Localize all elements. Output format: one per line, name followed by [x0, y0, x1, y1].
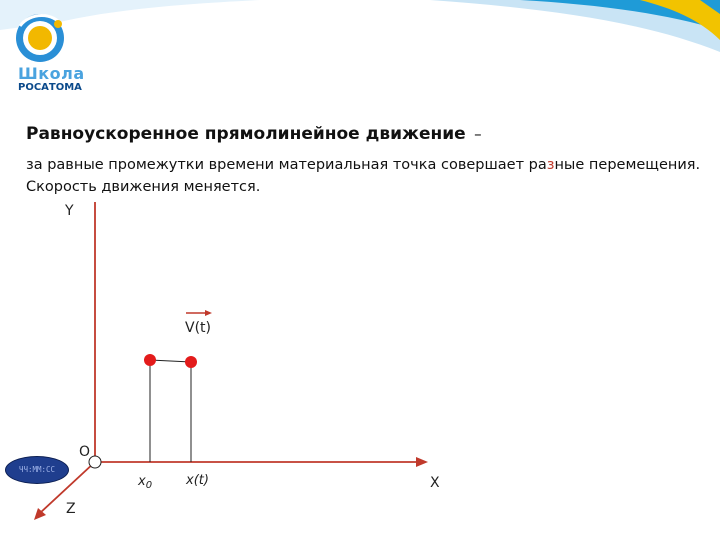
x-axis-label: X — [430, 475, 440, 491]
x0-label — [137, 474, 152, 491]
clock-badge: ЧЧ:ММ:СС — [5, 456, 69, 484]
origin-marker — [89, 456, 101, 468]
velocity-label: V(t) — [185, 320, 211, 336]
logo-rosatom-text: РОСАТОМА — [18, 82, 82, 93]
title-dash: – — [474, 125, 482, 143]
xt-label: x(t) — [186, 473, 209, 488]
z-axis-label: Z — [66, 501, 76, 517]
page-title: Равноускоренное прямолинейное движение — [26, 124, 466, 144]
trajectory-segment — [150, 360, 191, 362]
velocity-arrow-head — [205, 310, 212, 316]
x0-label-main: x — [138, 474, 146, 489]
x-axis-arrow — [416, 457, 428, 467]
description-part2: ные перемещения. Скорость движения меняется. — [26, 157, 701, 195]
y-axis-label: Y — [65, 203, 74, 219]
x0-label-sub: 0 — [145, 480, 153, 491]
logo-school-text: Школа — [18, 64, 85, 83]
point-x0 — [144, 354, 156, 366]
description-part1: за равные промежутки времени материальная точка совершает ра — [26, 157, 547, 173]
point-xt — [185, 356, 197, 368]
description-highlight: з — [546, 157, 555, 173]
origin-label: O — [79, 444, 91, 460]
